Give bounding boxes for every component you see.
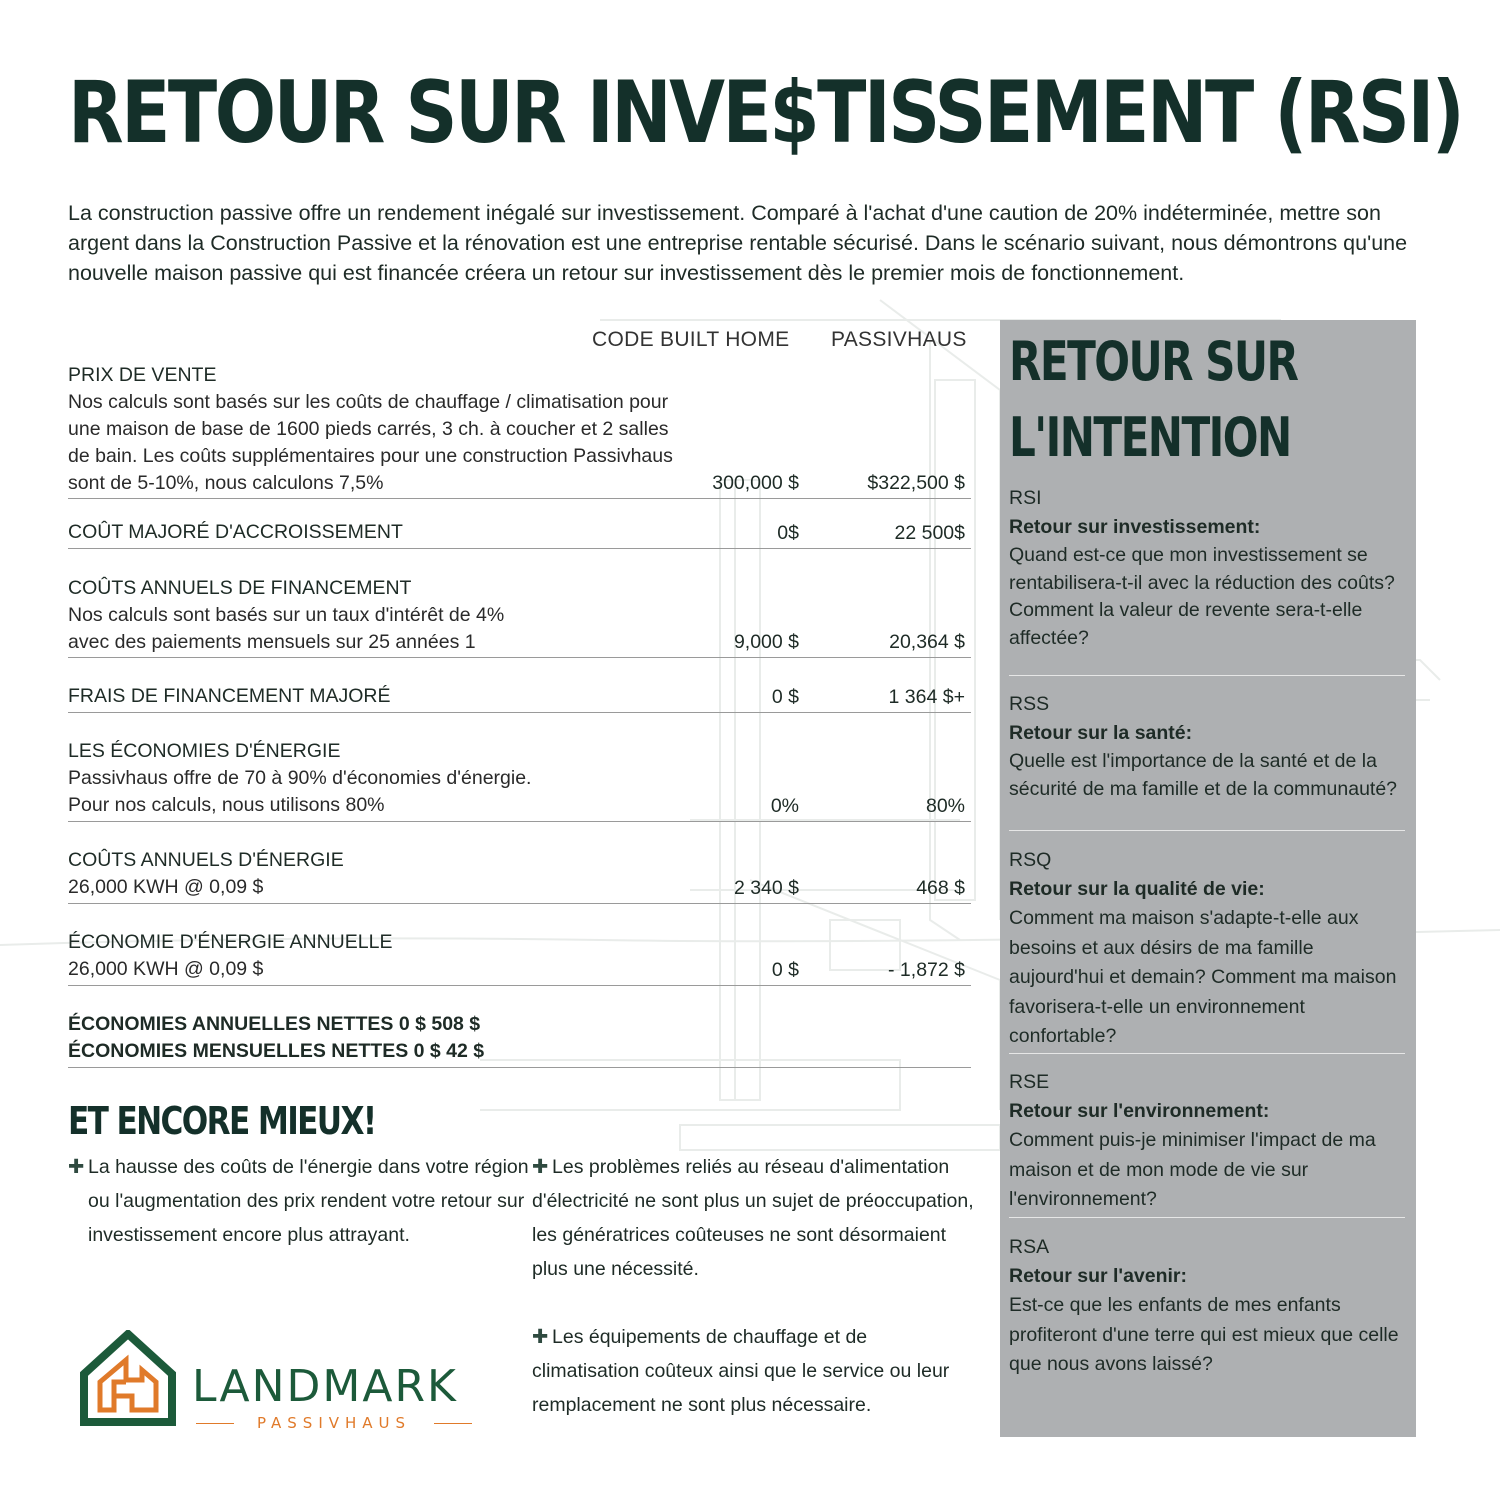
passivhaus-value: 468 $ [916,877,965,899]
section-abbr: RSS [1009,693,1050,715]
bullet-text: Les équipements de chauffage et de climatisation coûteux ainsi que le service ou leur remplacement ne sont plus nécessaire. [532,1326,950,1416]
panel-title-line-1: RETOUR SUR [1009,330,1298,393]
table-row-increment-cost [68,519,971,549]
row-description: Nos calculs sont basés sur un taux d'intérêt de 4% avec des paiements mensuels sur 25 années 1 [68,604,505,653]
code-built-value: 0 $ [398,1013,426,1035]
section-question: Est-ce que les enfants de mes enfants profiteront d'une terre qui est mieux que celle que nous avons laissé? [1009,1294,1399,1375]
section-abbr: RSA [1009,1236,1050,1258]
section-rss [1009,690,1405,803]
plus-icon: ✚ [532,1156,549,1178]
code-built-value: 0$ [777,522,799,544]
section-name: Retour sur l'environnement: [1009,1100,1270,1122]
logo-rule-left [196,1423,234,1424]
section-rsq [1009,846,1405,1052]
code-built-value: 0% [770,795,799,817]
table-row-annual-energy-saving [68,929,971,986]
bullet-energy-costs [68,1150,538,1252]
row-description: 26,000 KWH @ 0,09 $ [68,876,264,898]
logo-subtitle [196,1414,472,1432]
logo-subtitle-text: PASSIVHAUS [256,1414,412,1432]
code-built-value: 9,000 $ [733,631,799,653]
row-description: 26,000 KWH @ 0,09 $ [68,958,264,980]
panel-title [1009,324,1321,476]
passivhaus-value: 80% [925,795,965,817]
table-row-annual-energy-costs [68,847,971,904]
section-divider [1009,830,1405,831]
section-question: Quand est-ce que mon investissement se rentabilisera-t-il avec la réduction des coûts? Comment la valeur de revente sera-t-elle affectée? [1009,544,1395,649]
section-abbr: RSI [1009,487,1042,509]
passivhaus-value: - 1,872 $ [888,959,965,981]
row-label: COÛTS ANNUELS D'ÉNERGIE [68,849,344,871]
table-row-energy-savings [68,738,971,822]
code-built-value: 300,000 $ [712,472,799,494]
plus-icon: ✚ [68,1156,85,1178]
section-rsi [1009,484,1405,652]
section-rse [1009,1068,1405,1215]
passivhaus-value: 1 364 $+ [888,686,965,708]
section-question: Comment puis-je minimiser l'impact de ma maison et de mon mode de vie sur l'environnement? [1009,1129,1376,1210]
row-label: FRAIS DE FINANCEMENT MAJORÉ [68,685,391,707]
passivhaus-value: $322,500 $ [867,472,965,494]
section-abbr: RSQ [1009,849,1052,871]
table-row-annual-financing [68,575,971,658]
intro-paragraph: La construction passive offre un rendement inégalé sur investissement. Comparé à l'achat d'une caution de 20% indéterminée, mettre son argent dans la Construction Passive et la rénovation est une entreprise rentable sécurisé. Dans le scénario suivant, nous démontrons qu'une nouvelle maison passive qui est financée créera un retour sur investissement dès le premier mois de fonctionnement. [68,201,1408,285]
page-title: RETOUR SUR INVE$TISSEMENT (RSI) [68,63,1463,163]
table-row-financing-increase [68,683,971,713]
code-built-value: 0 $ [413,1040,441,1062]
code-built-value: 2 340 $ [733,877,799,899]
even-better-heading: ET ENCORE MIEUX! [68,1099,376,1143]
row-label: COÛT MAJORÉ D'ACCROISSEMENT [68,521,403,543]
section-divider [1009,675,1405,676]
panel-title-line-2: L'INTENTION [1009,406,1291,469]
table-row-sale-price [68,362,971,499]
section-question: Quelle est l'importance de la santé et de la sécurité de ma famille et de la communauté? [1009,750,1398,800]
bullet-text: Les problèmes reliés au réseau d'alimentation d'électricité ne sont plus un sujet de préoccupation, les génératrices coûteuses ne sont désormaient plus une nécessité. [532,1156,974,1280]
section-name: Retour sur l'avenir: [1009,1265,1188,1287]
section-name: Retour sur investissement: [1009,516,1261,538]
section-divider [1009,1053,1405,1054]
net-annual-line [68,1011,971,1038]
logo-rule-right [434,1423,472,1424]
section-abbr: RSE [1009,1071,1050,1093]
section-name: Retour sur la santé: [1009,722,1193,744]
net-monthly-line [68,1038,971,1065]
row-label: COÛTS ANNUELS DE FINANCEMENT [68,577,412,599]
bullet-power-grid [532,1150,977,1286]
row-label: ÉCONOMIES MENSUELLES NETTES [68,1040,409,1062]
section-question: Comment ma maison s'adapte-t-elle aux besoins et aux désirs de ma famille aujourd'hui et demain? Comment ma maison favorisera-t-elle un environnement confortable? [1009,907,1397,1047]
passivhaus-value: 508 $ [431,1013,481,1035]
row-description: Passivhaus offre de 70 à 90% d'économies d'énergie. Pour nos calculs, nous utilisons 80% [68,767,532,816]
plus-icon: ✚ [532,1326,549,1348]
landmark-house-logo-icon [80,1330,176,1426]
section-divider [1009,1217,1405,1218]
bullet-text: La hausse des coûts de l'énergie dans votre région ou l'augmentation des prix rendent votre retour sur investissement encore plus attrayant. [88,1156,529,1246]
column-header-passivhaus: PASSIVHAUS [831,328,967,351]
passivhaus-value: 20,364 $ [889,631,965,653]
passivhaus-value: 42 $ [446,1040,485,1062]
row-label: ÉCONOMIE D'ÉNERGIE ANNUELLE [68,931,393,953]
section-name: Retour sur la qualité de vie: [1009,878,1265,900]
code-built-value: 0 $ [771,686,799,708]
intention-panel [1000,320,1416,1437]
row-label: PRIX DE VENTE [68,364,217,386]
row-label: LES ÉCONOMIES D'ÉNERGIE [68,740,341,762]
section-rsa [1009,1233,1405,1380]
logo-wordmark: LANDMARK [192,1361,458,1412]
row-description: Nos calculs sont basés sur les coûts de chauffage / climatisation pour une maison de base de 1600 pieds carrés, 3 ch. à coucher et 2 salles de bain. Les coûts supplémentaires pour une construction Passivhaus sont de 5-10%, nous calculons 7,5% [68,391,673,494]
bullet-hvac-equipment [532,1320,977,1422]
code-built-value: 0 $ [771,959,799,981]
row-label: ÉCONOMIES ANNUELLES NETTES [68,1013,394,1035]
table-row-net-savings [68,1011,971,1068]
column-header-code-built: CODE BUILT HOME [592,328,790,351]
passivhaus-value: 22 500$ [894,522,965,544]
